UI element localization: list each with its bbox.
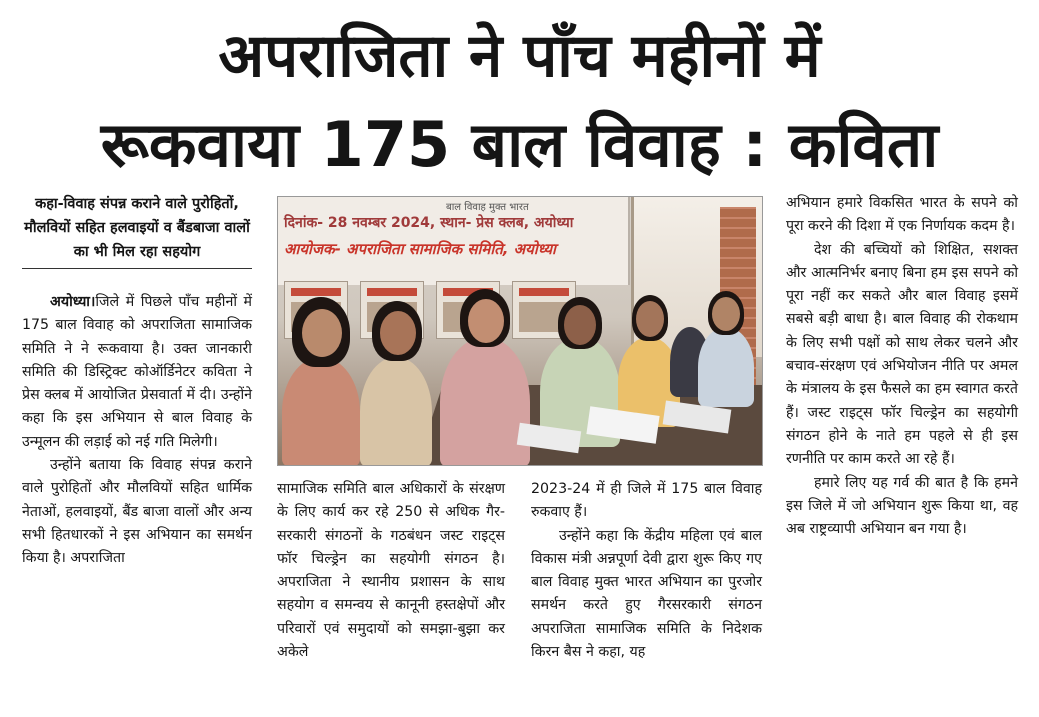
article-column-1 xyxy=(22,192,252,571)
article-column-4 xyxy=(786,192,1018,541)
person xyxy=(360,357,432,466)
person-face xyxy=(302,309,342,357)
paragraph-text: जिले में पिछले पाँच महीनों में 175 बाल विवाह को अपराजिता सामाजिक समिति ने ने रूकवाया है। उक्त जानकारी समिति की डिस्ट्रिक्ट कोऑर्डिनेटर कविता ने प्रेस क्लब में आयोजित प्रेसवार्ता में दी। उन्होंने कहा कि इस अभियान से बाल विवाह के उन्मूलन की लड़ाई को नई गति मिलेगी। xyxy=(22,294,252,450)
article-paragraph: उन्होंने कहा कि केंद्रीय महिला एवं बाल विकास मंत्री अन्नपूर्णा देवी द्वारा शुरू किए गए बाल विवाह मुक्त भारत अभियान का पुरजोर समर्थन करते हुए गैरसरकारी संगठन अपराजिता सामाजिक समिति के निदेशक किरन बैस ने कहा, यह xyxy=(531,527,762,661)
headline-line-2: रूकवाया 175 बाल विवाह : कविता xyxy=(100,108,939,181)
article-column-2 xyxy=(277,478,505,664)
person xyxy=(282,357,360,466)
article-paragraph xyxy=(22,291,252,454)
person-face xyxy=(712,297,740,331)
person-face xyxy=(564,305,596,345)
article-paragraph: उन्होंने बताया कि विवाह संपन्न कराने वाले पुरोहितों और मौलवियों सहित धार्मिक नेताओं, हलवाइयों, बैंड बाजा वालों और अन्य सभी हितधारकों ने इस अभियान का समर्थन किया है। अपराजिता xyxy=(22,457,252,567)
article-paragraph: देश की बच्चियों को शिक्षित, सशक्त और आत्मनिर्भर बनाए बिना हम इस सपने को पूरा नहीं कर सकते और बाल विवाह इसमें सबसे बड़ी बाधा है। बाल विवाह की रोकथाम के लिए सभी पक्षों को साथ लेकर चलने और बचाव-संरक्षण एवं अभियोजन नीति पर अमल के मंत्रालय के इस फैसले का हम स्वागत करते हैं। जस्ट राइट्स फॉर चिल्ड्रेन का सहयोगी संगठन होने के नाते हम पहले से ही इस रणनीति पर काम करते आ रहे हैं। xyxy=(786,241,1018,468)
article-paragraph: हमारे लिए यह गर्व की बात है कि हमने इस जिले में जो अभियान शुरू किया था, वह अब राष्ट्रव्यापी अभियान बन गया है। xyxy=(786,474,1018,538)
person-face xyxy=(380,311,416,355)
article-column-3 xyxy=(531,478,762,664)
person xyxy=(440,337,530,466)
article-paragraph: अभियान हमारे विकसित भारत के सपने को पूरा करने की दिशा में एक निर्णायक कदम है। xyxy=(786,195,1018,235)
banner-campaign-text: बाल विवाह मुक्त भारत xyxy=(446,202,529,213)
person-face xyxy=(468,299,504,343)
person xyxy=(698,327,754,407)
banner-date-text: दिनांक- 28 नवम्बर 2024, स्थान- प्रेस क्लब, अयोध्या xyxy=(284,215,574,231)
article-paragraph: सामाजिक समिति बाल अधिकारों के संरक्षण के लिए कार्य कर रहे 250 से अधिक गैर-सरकारी संगठनों के गठबंधन जस्ट राइट्स फॉर चिल्ड्रेन का सहयोगी संगठन है। अपराजिता ने स्थानीय प्रशासन के साथ सहयोग व समन्वय से कानूनी हस्तक्षेपों और परिवारों एवं समुदायों को समझा-बुझा कर अकेले xyxy=(277,481,505,661)
person-face xyxy=(636,301,664,337)
headline-line-1: अपराजिता ने पाँच महीनों में xyxy=(218,21,821,91)
press-conference-photo xyxy=(277,196,763,466)
event-banner xyxy=(278,197,630,285)
subheadline: कहा-विवाह संपन्न कराने वाले पुरोहितों, मौलवियों सहित हलवाइयों व बैंडबाजा वालों का भी मिल रहा सहयोग xyxy=(22,192,252,269)
dateline: अयोध्या। xyxy=(50,294,96,310)
banner-organizer-text: आयोजक- अपराजिता सामाजिक समिति, अयोध्या xyxy=(284,240,556,258)
article-paragraph: 2023-24 में ही जिले में 175 बाल विवाह रुकवाए हैं। xyxy=(531,481,762,521)
